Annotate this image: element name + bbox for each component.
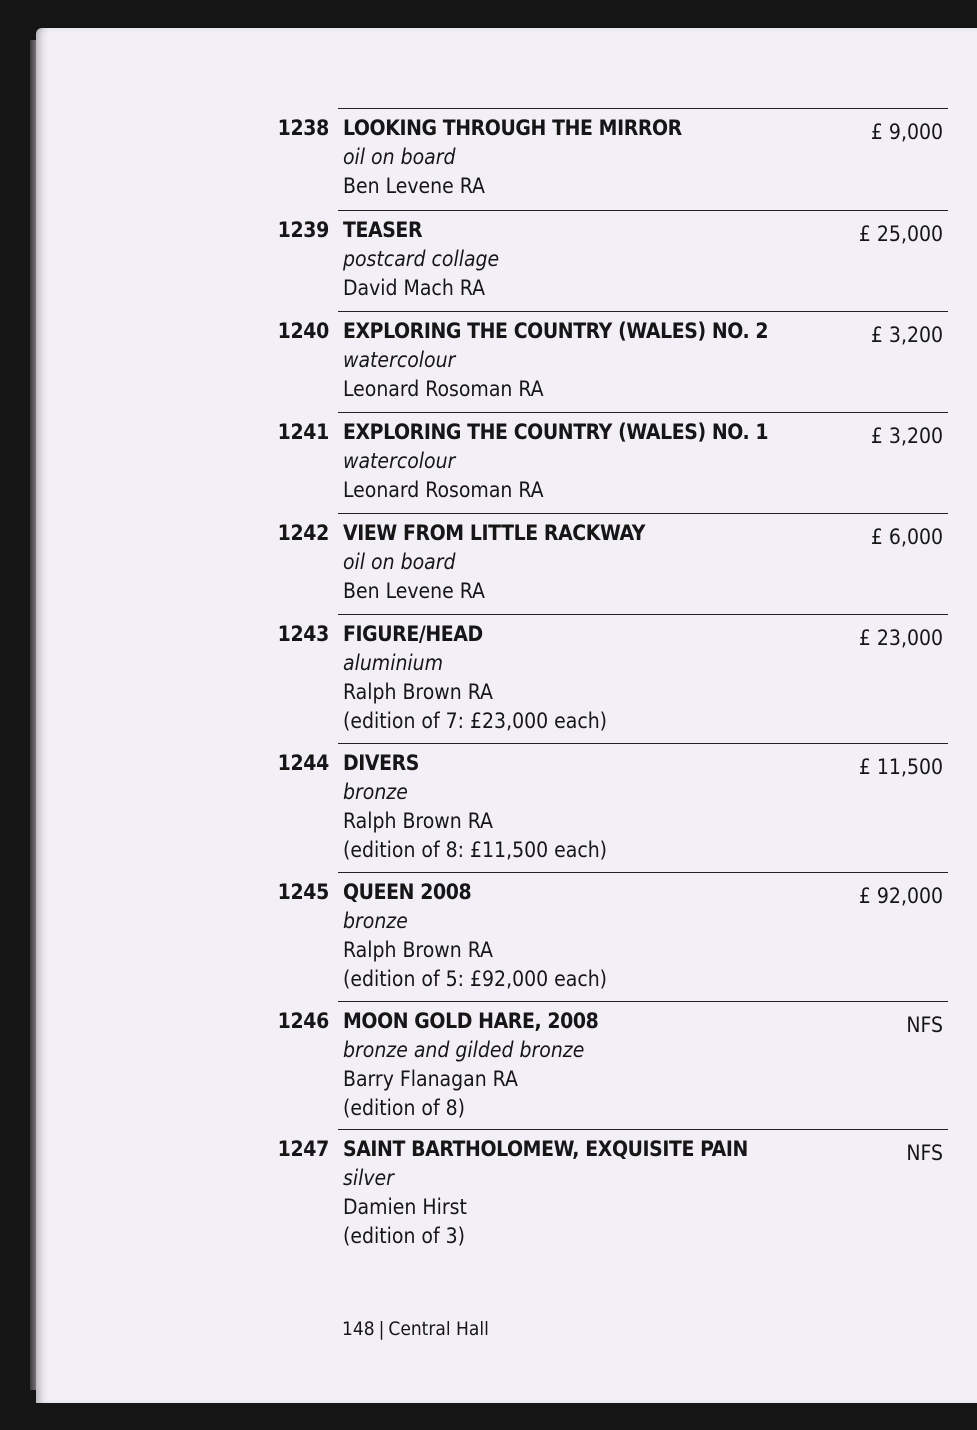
- entry-divider: [338, 743, 948, 744]
- entry-artist: Ralph Brown RA: [343, 680, 493, 704]
- entry-divider: [338, 513, 948, 514]
- entry-medium: oil on board: [343, 145, 456, 169]
- entry-artist: Barry Flanagan RA: [343, 1067, 518, 1091]
- entry-artist: Ralph Brown RA: [343, 938, 493, 962]
- entry-title: EXPLORING THE COUNTRY (WALES) NO. 2: [343, 319, 769, 343]
- entry-artist: Damien Hirst: [343, 1195, 467, 1219]
- entry-price: NFS: [906, 1141, 943, 1165]
- entry-number: 1247: [277, 1137, 329, 1161]
- entry-artist: Ben Levene RA: [343, 579, 485, 603]
- entry-price: £ 92,000: [858, 884, 943, 908]
- page-footer: [342, 1318, 489, 1340]
- entry-divider: [338, 210, 948, 211]
- entry-medium: oil on board: [343, 550, 456, 574]
- entry-title: EXPLORING THE COUNTRY (WALES) NO. 1: [343, 420, 769, 444]
- entry-divider: [338, 1129, 948, 1130]
- entry-artist: Leonard Rosoman RA: [343, 377, 544, 401]
- catalogue-page: [36, 28, 977, 1403]
- section-name: Central Hall: [388, 1318, 489, 1340]
- entry-medium: watercolour: [343, 348, 456, 372]
- entry-number: 1244: [277, 751, 329, 775]
- entry-medium: silver: [343, 1166, 394, 1190]
- entry-title: FIGURE/HEAD: [343, 622, 483, 646]
- entry-divider: [338, 311, 948, 312]
- entry-number: 1243: [277, 622, 329, 646]
- entry-price: £ 3,200: [870, 424, 943, 448]
- entry-divider: [338, 614, 948, 615]
- entry-title: QUEEN 2008: [343, 880, 472, 904]
- entry-number: 1241: [277, 420, 329, 444]
- entry-medium: bronze and gilded bronze: [343, 1038, 585, 1062]
- entry-divider: [338, 412, 948, 413]
- entry-medium: bronze: [343, 780, 408, 804]
- entry-medium: watercolour: [343, 449, 456, 473]
- entry-number: 1239: [277, 218, 329, 242]
- entry-price: £ 9,000: [870, 120, 943, 144]
- entry-divider: [338, 108, 948, 109]
- entry-number: 1240: [277, 319, 329, 343]
- entry-number: 1242: [277, 521, 329, 545]
- entry-price: £ 6,000: [870, 525, 943, 549]
- entry-artist: David Mach RA: [343, 276, 485, 300]
- entry-title: VIEW FROM LITTLE RACKWAY: [343, 521, 645, 545]
- footer-separator: |: [378, 1318, 385, 1340]
- entry-edition: (edition of 8): [343, 1096, 466, 1120]
- entry-artist: Ben Levene RA: [343, 174, 485, 198]
- entry-price: £ 25,000: [858, 222, 943, 246]
- entry-price: NFS: [906, 1013, 943, 1037]
- entry-medium: bronze: [343, 909, 408, 933]
- entry-number: 1245: [277, 880, 329, 904]
- entry-title: TEASER: [343, 218, 423, 242]
- entry-edition: (edition of 7: £23,000 each): [343, 709, 608, 733]
- entry-edition: (edition of 8: £11,500 each): [343, 838, 608, 862]
- entry-title: SAINT BARTHOLOMEW, EXQUISITE PAIN: [343, 1137, 748, 1161]
- entry-title: DIVERS: [343, 751, 420, 775]
- entry-number: 1246: [277, 1009, 329, 1033]
- entry-price: £ 23,000: [858, 626, 943, 650]
- entry-medium: aluminium: [343, 651, 444, 675]
- entry-title: LOOKING THROUGH THE MIRROR: [343, 116, 682, 140]
- entry-divider: [338, 1001, 948, 1002]
- page-number: 148: [342, 1318, 375, 1340]
- entry-divider: [338, 872, 948, 873]
- entry-edition: (edition of 3): [343, 1224, 466, 1248]
- entry-number: 1238: [277, 116, 329, 140]
- entry-artist: Ralph Brown RA: [343, 809, 493, 833]
- entry-artist: Leonard Rosoman RA: [343, 478, 544, 502]
- entry-title: MOON GOLD HARE, 2008: [343, 1009, 599, 1033]
- entry-edition: (edition of 5: £92,000 each): [343, 967, 608, 991]
- entry-price: £ 3,200: [870, 323, 943, 347]
- entry-medium: postcard collage: [343, 247, 500, 271]
- entry-price: £ 11,500: [858, 755, 943, 779]
